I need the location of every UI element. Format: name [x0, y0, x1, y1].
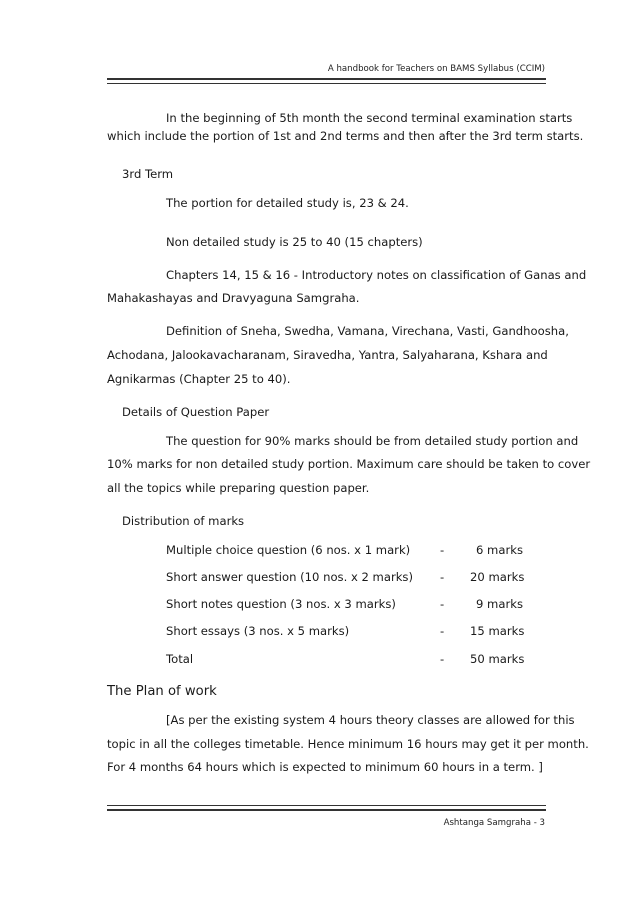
plan-line-2: topic in all the colleges timetable. Hence minimum 16 hours may get it per month. — [107, 737, 589, 751]
marks-row-dash: - — [440, 624, 445, 638]
header-title: A handbook for Teachers on BAMS Syllabus (CCIM) — [327, 64, 545, 74]
definition-line-1: Definition of Sneha, Swedha, Vamana, Virechana, Vasti, Gandhoosha, — [166, 324, 569, 338]
marks-row-value: 15 marks — [470, 624, 525, 638]
marks-row-dash: - — [440, 570, 445, 584]
definition-line-3: Agnikarmas (Chapter 25 to 40). — [107, 372, 291, 386]
definition-line-2: Achodana, Jalookavacharanam, Siravedha, Yantra, Salyaharana, Kshara and — [107, 348, 548, 362]
question-paper-line-3: all the topics while preparing question paper. — [107, 481, 370, 495]
marks-row-label: Short answer question (10 nos. x 2 marks) — [166, 570, 413, 584]
marks-row-value: 6 marks — [476, 543, 523, 557]
plan-line-1: [As per the existing system 4 hours theory classes are allowed for this — [166, 713, 575, 727]
section-heading-question-paper: Details of Question Paper — [122, 405, 270, 419]
detailed-study-text: The portion for detailed study is, 23 & 24. — [166, 196, 409, 210]
footer-rule-thin — [107, 805, 546, 806]
marks-row-value: 50 marks — [470, 652, 525, 666]
marks-row-label: Multiple choice question (6 nos. x 1 mark) — [166, 543, 411, 557]
header-rule-thick — [107, 78, 546, 80]
intro-line-2: which include the portion of 1st and 2nd terms and then after the 3rd term starts. — [107, 129, 584, 143]
intro-line-1: In the beginning of 5th month the second terminal examination starts — [166, 111, 573, 125]
marks-row-label: Short notes question (3 nos. x 3 marks) — [166, 597, 396, 611]
marks-row-dash: - — [440, 652, 445, 666]
marks-row-value: 20 marks — [470, 570, 525, 584]
marks-row-value: 9 marks — [476, 597, 523, 611]
chapters-line-2: Mahakashayas and Dravyaguna Samgraha. — [107, 291, 360, 305]
section-heading-distribution: Distribution of marks — [122, 514, 245, 528]
footer-page-label: Ashtanga Samgraha - 3 — [443, 818, 545, 828]
non-detailed-study-text: Non detailed study is 25 to 40 (15 chapters) — [166, 235, 423, 249]
marks-row-dash: - — [440, 597, 445, 611]
marks-row-dash: - — [440, 543, 445, 557]
marks-row-label: Total — [166, 652, 194, 666]
plan-line-3: For 4 months 64 hours which is expected to minimum 60 hours in a term. ] — [107, 760, 543, 774]
header-rule-thin — [107, 83, 546, 84]
section-heading-plan-of-work: The Plan of work — [107, 684, 217, 699]
question-paper-line-1: The question for 90% marks should be from detailed study portion and — [166, 434, 579, 448]
chapters-line-1: Chapters 14, 15 & 16 - Introductory notes on classification of Ganas and — [166, 268, 587, 282]
section-heading-3rd-term: 3rd Term — [122, 167, 174, 181]
question-paper-line-2: 10% marks for non detailed study portion. Maximum care should be taken to cover — [107, 457, 591, 471]
footer-rule-thick — [107, 809, 546, 811]
marks-row-label: Short essays (3 nos. x 5 marks) — [166, 624, 350, 638]
